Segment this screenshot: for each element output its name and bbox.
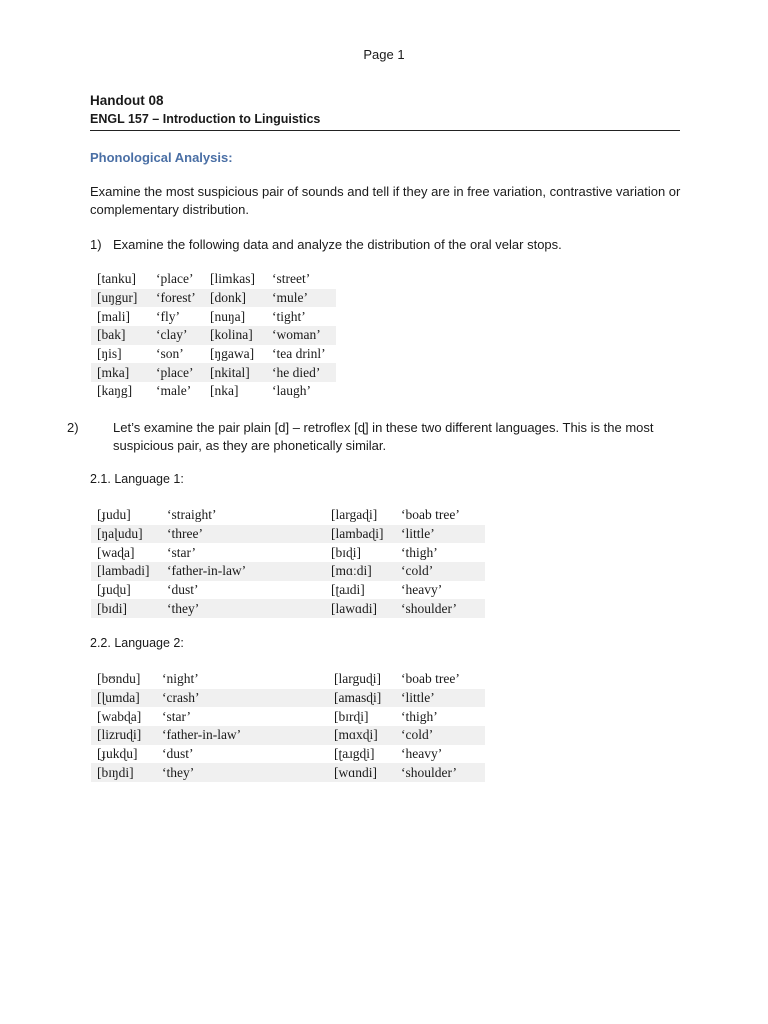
form-cell: [wɑndi] bbox=[328, 763, 395, 782]
form-cell: [waɖa] bbox=[97, 544, 135, 560]
form-cell: [tanku] bbox=[97, 271, 136, 287]
form-cell: [largaɖi] bbox=[331, 507, 378, 523]
handout-title: Handout 08 bbox=[90, 93, 164, 108]
form-cell: [ʈaɹgɖi] bbox=[334, 746, 375, 762]
language-1-label: 2.1. Language 1: bbox=[90, 472, 184, 486]
form-cell: [ŋgawa] bbox=[210, 346, 255, 362]
gloss-cell: ‘clay’ bbox=[150, 326, 204, 345]
gloss-cell: ‘dust’ bbox=[162, 746, 194, 762]
gloss-cell: ‘mule’ bbox=[266, 289, 336, 308]
q1-row bbox=[91, 345, 336, 364]
gloss-cell: ‘little’ bbox=[395, 525, 485, 544]
gloss-cell: ‘star’ bbox=[167, 544, 196, 560]
gloss-cell: ‘he died’ bbox=[266, 363, 336, 382]
q1-row bbox=[91, 326, 336, 345]
q1-row bbox=[91, 307, 336, 326]
gloss-cell: ‘forest’ bbox=[150, 289, 204, 308]
form-cell: [ɭumda] bbox=[91, 689, 156, 708]
form-cell: [amasɖi] bbox=[328, 689, 395, 708]
form-cell: [kolina] bbox=[204, 326, 266, 345]
form-cell: [mka] bbox=[91, 363, 150, 382]
gloss-cell: ‘three’ bbox=[161, 525, 325, 544]
gloss-cell: ‘little’ bbox=[395, 689, 485, 708]
form-cell: [kaŋg] bbox=[97, 383, 133, 399]
gloss-cell: ‘tight’ bbox=[272, 308, 306, 324]
gloss-cell: ‘boab tree’ bbox=[401, 507, 460, 523]
gloss-cell: ‘they’ bbox=[156, 763, 328, 782]
gloss-cell: ‘night’ bbox=[162, 671, 199, 687]
gloss-cell: ‘place’ bbox=[156, 271, 194, 287]
form-cell: [mali] bbox=[97, 308, 130, 324]
lang1-row bbox=[91, 506, 485, 525]
form-cell: [donk] bbox=[204, 289, 266, 308]
header-divider bbox=[90, 130, 680, 131]
section-heading: Phonological Analysis: bbox=[90, 150, 233, 165]
q1-row bbox=[91, 270, 336, 289]
lang1-row bbox=[91, 581, 485, 600]
lang1-row bbox=[91, 599, 485, 618]
lang2-row bbox=[91, 670, 485, 689]
form-cell: [nuŋa] bbox=[210, 308, 246, 324]
gloss-cell: ‘heavy’ bbox=[401, 582, 443, 598]
lang2-row bbox=[91, 726, 485, 745]
gloss-cell: ‘boab tree’ bbox=[401, 671, 460, 687]
lang1-row bbox=[91, 525, 485, 544]
form-cell: [bak] bbox=[91, 326, 150, 345]
form-cell: [wabɖa] bbox=[97, 708, 142, 724]
form-cell: [bɪŋdi] bbox=[91, 763, 156, 782]
gloss-cell: ‘thigh’ bbox=[401, 544, 438, 560]
form-cell: [mɑːdi] bbox=[325, 562, 395, 581]
lang1-row bbox=[91, 562, 485, 581]
form-cell: [ɟuɖu] bbox=[97, 582, 131, 598]
form-cell: [bɪrɖi] bbox=[334, 708, 369, 724]
form-cell: [larguɖi] bbox=[334, 671, 381, 687]
gloss-cell: ‘laugh’ bbox=[272, 383, 311, 399]
gloss-cell: ‘male’ bbox=[156, 383, 192, 399]
form-cell: [lizruɖi] bbox=[91, 726, 156, 745]
form-cell: [limkas] bbox=[210, 271, 255, 287]
gloss-cell: ‘thigh’ bbox=[401, 708, 438, 724]
lang2-data-table bbox=[91, 670, 485, 782]
gloss-cell: ‘cold’ bbox=[395, 726, 485, 745]
lang2-row bbox=[91, 745, 485, 764]
course-title: ENGL 157 – Introduction to Linguistics bbox=[90, 112, 321, 126]
gloss-cell: ‘they’ bbox=[161, 599, 325, 618]
question-2 bbox=[67, 419, 713, 455]
gloss-cell: ‘father-in-law’ bbox=[156, 726, 328, 745]
intro-paragraph: Examine the most suspicious pair of sounds and tell if they are in free variation, contrastive variation or complementary distribution. bbox=[90, 184, 681, 217]
gloss-cell: ‘son’ bbox=[156, 346, 184, 362]
lang2-row bbox=[91, 689, 485, 708]
form-cell: [lambaɖi] bbox=[325, 525, 395, 544]
gloss-cell: ‘cold’ bbox=[395, 562, 485, 581]
q1-data-table bbox=[91, 270, 336, 401]
page-number: Page 1 bbox=[363, 47, 405, 62]
form-cell: [ŋaɭudu] bbox=[91, 525, 161, 544]
gloss-cell: ‘place’ bbox=[150, 363, 204, 382]
question-2-number: 2) bbox=[67, 420, 79, 435]
gloss-cell: ‘shoulder’ bbox=[395, 763, 485, 782]
lang2-row bbox=[91, 707, 485, 726]
form-cell: [ŋis] bbox=[97, 346, 122, 362]
gloss-cell: ‘street’ bbox=[272, 271, 311, 287]
gloss-cell: ‘heavy’ bbox=[401, 746, 443, 762]
question-1-text: Examine the following data and analyze the distribution of the oral velar stops. bbox=[113, 237, 562, 252]
gloss-cell: ‘shoulder’ bbox=[395, 599, 485, 618]
form-cell: [mɑxɖi] bbox=[328, 726, 395, 745]
gloss-cell: ‘fly’ bbox=[156, 308, 180, 324]
question-1 bbox=[90, 236, 690, 254]
lang1-data-table bbox=[91, 506, 485, 618]
form-cell: [uŋgur] bbox=[91, 289, 150, 308]
form-cell: [nkital] bbox=[204, 363, 266, 382]
lang1-row bbox=[91, 543, 485, 562]
form-cell: [ɟukɖu] bbox=[97, 746, 138, 762]
form-cell: [nka] bbox=[210, 383, 239, 399]
form-cell: [ɟudu] bbox=[97, 507, 131, 523]
gloss-cell: ‘tea drinl’ bbox=[272, 346, 326, 362]
form-cell: [ʈaɹdi] bbox=[331, 582, 365, 598]
question-2-text: Let’s examine the pair plain [d] – retroflex [ɖ] in these two different languages. This is the most suspicious pair, as they are phonetically similar. bbox=[113, 420, 654, 453]
q1-row bbox=[91, 289, 336, 308]
gloss-cell: ‘star’ bbox=[162, 708, 191, 724]
language-2-label: 2.2. Language 2: bbox=[90, 636, 184, 650]
q1-row bbox=[91, 382, 336, 401]
gloss-cell: ‘father-in-law’ bbox=[161, 562, 325, 581]
q1-row bbox=[91, 363, 336, 382]
question-1-number: 1) bbox=[90, 237, 102, 252]
lang2-row bbox=[91, 763, 485, 782]
form-cell: [bɪɖi] bbox=[331, 544, 361, 560]
gloss-cell: ‘crash’ bbox=[156, 689, 328, 708]
form-cell: [bɪdi] bbox=[91, 599, 161, 618]
form-cell: [bʊndu] bbox=[97, 671, 141, 687]
gloss-cell: ‘straight’ bbox=[167, 507, 217, 523]
form-cell: [lawɑdi] bbox=[325, 599, 395, 618]
gloss-cell: ‘woman’ bbox=[266, 326, 336, 345]
gloss-cell: ‘dust’ bbox=[167, 582, 199, 598]
form-cell: [lambadi] bbox=[91, 562, 161, 581]
